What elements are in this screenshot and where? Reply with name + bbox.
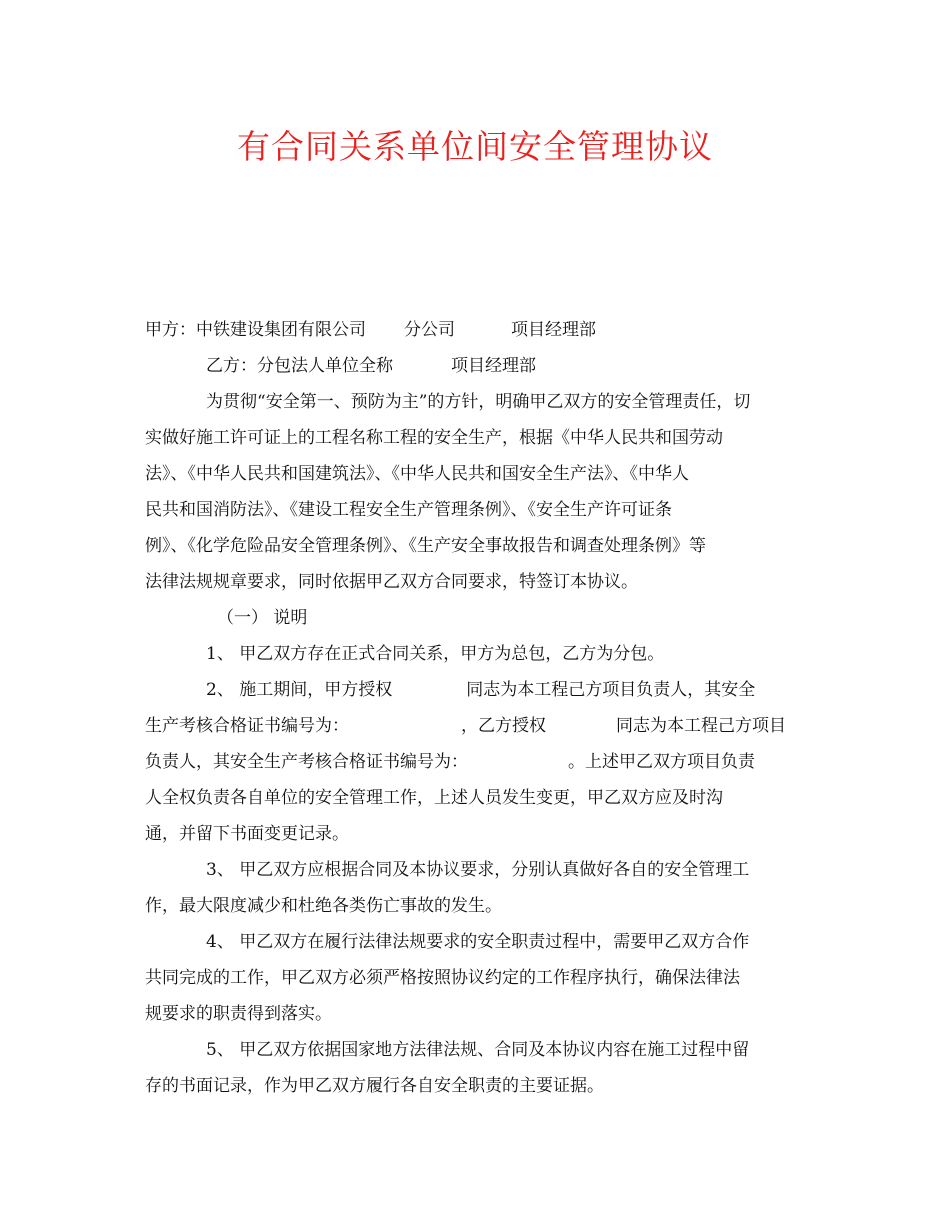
item-2-text: 同志为本工程己方项目负责人，其安全 (466, 680, 756, 700)
document-title: 有合同关系单位间安全管理协议 (237, 127, 713, 166)
item-1: 1、 甲乙双方存在正式合同关系，甲方为总包，乙方为分包。 (206, 644, 665, 664)
item-3-line: 3、 甲乙双方应根据合同及本协议要求，分别认真做好各自的安全管理工 (206, 860, 750, 880)
item-2-line-3 (145, 744, 807, 780)
preamble-line: 法》、《中华人民共和国建筑法》、《中华人民共和国安全生产法》、《中华人 (145, 464, 689, 484)
item-2-text: 负责人，其安全生产考核合格证书编号为： (145, 752, 468, 772)
item-2-text: 2、 施工期间，甲方授权 (206, 680, 393, 700)
party-a-branch: 分公司 (404, 320, 455, 340)
item-2-text: ，乙方授权 (461, 716, 546, 736)
item-4-line: 4、 甲乙双方在履行法律法规要求的安全职责过程中，需要甲乙双方合作 (206, 932, 750, 952)
item-2-text: 。上述甲乙双方项目负责 (568, 752, 755, 772)
party-b-label: 乙方：分包法人单位全称 (206, 356, 393, 376)
item-2-text: 生产考核合格证书编号为： (145, 716, 349, 736)
preamble-line: 民共和国消防法》、《建设工程安全生产管理条例》、《安全生产许可证条 (145, 500, 672, 520)
item-2-line-1 (145, 672, 807, 708)
item-5-line: 存的书面记录，作为甲乙双方履行各自安全职责的主要证据。 (145, 1076, 604, 1096)
party-a-line (145, 312, 807, 348)
item-5-line: 5、 甲乙双方依据国家地方法律法规、合同及本协议内容在施工过程中留 (206, 1040, 750, 1060)
item-2-line-4: 人全权负责各自单位的安全管理工作，上述人员发生变更，甲乙双方应及时沟 (145, 788, 723, 808)
item-4-line: 共同完成的工作，甲乙双方必须严格按照协议约定的工作程序执行，确保法律法 (145, 968, 740, 988)
party-b-dept: 项目经理部 (451, 356, 536, 376)
party-a-label: 甲方：中铁建设集团有限公司 (145, 320, 366, 340)
party-b-line (145, 348, 807, 384)
section-heading: （一） 说明 (217, 608, 308, 628)
preamble-line: 法律法规规章要求，同时依据甲乙双方合同要求，特签订本协议。 (145, 572, 638, 592)
preamble-line: 为贯彻“安全第一、预防为主”的方针，明确甲乙双方的安全管理责任，切 (206, 392, 751, 412)
preamble-line: 例》、《化学危险品安全管理条例》、《生产安全事故报告和调查处理条例》等 (145, 536, 706, 556)
document-body (145, 312, 807, 1104)
item-2-line-2 (145, 708, 807, 744)
item-2-text: 同志为本工程己方项目 (616, 716, 786, 736)
item-2-line-5: 通，并留下书面变更记录。 (145, 824, 349, 844)
item-4-line: 规要求的职责得到落实。 (145, 1004, 332, 1024)
preamble-line: 实做好施工许可证上的工程名称工程的安全生产，根据《中华人民共和国劳动 (145, 428, 723, 448)
party-a-dept: 项目经理部 (511, 320, 596, 340)
item-3-line: 作，最大限度减少和杜绝各类伤亡事故的发生。 (145, 896, 502, 916)
